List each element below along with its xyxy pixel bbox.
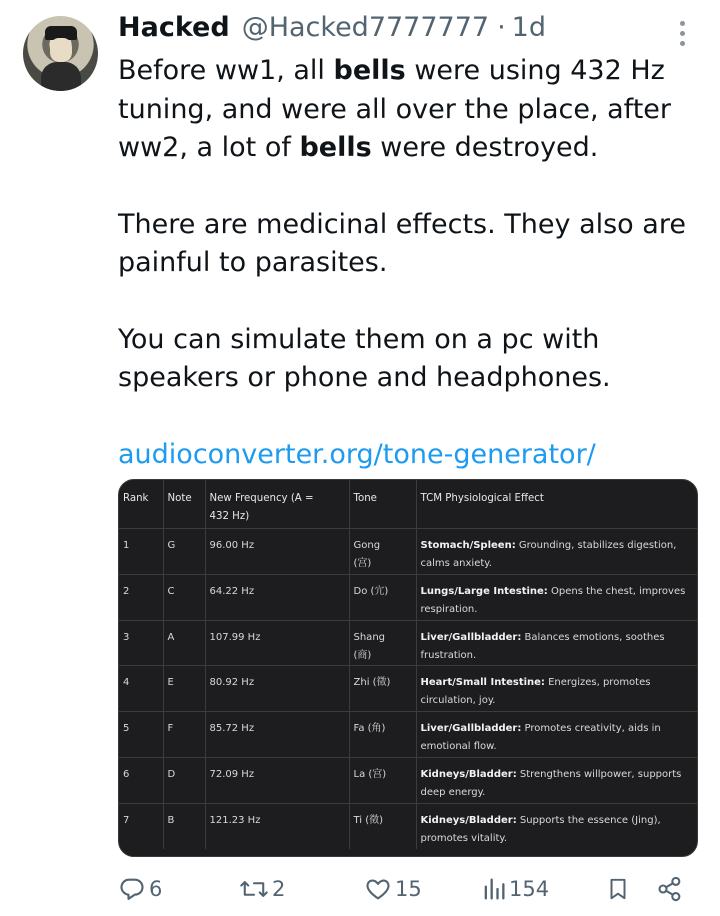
table-row bbox=[119, 712, 697, 758]
cell-note: G bbox=[167, 540, 176, 551]
cell-rank: 2 bbox=[123, 585, 130, 597]
tweet-text bbox=[118, 52, 708, 474]
cell-note: F bbox=[167, 723, 174, 735]
share-button[interactable] bbox=[656, 866, 684, 912]
cell-rank: 3 bbox=[123, 631, 130, 643]
author-avatar[interactable] bbox=[23, 16, 98, 91]
cell-tone: Do (宂) bbox=[353, 585, 389, 597]
cell-effect: Liver/Gallbladder: Balances emotions, soothes frustration. bbox=[420, 631, 665, 661]
cell-effect: Kidneys/Bladder: Strengthens willpower, supports deep energy. bbox=[420, 768, 682, 798]
more-options-icon[interactable] bbox=[670, 16, 694, 50]
table-row bbox=[119, 620, 697, 666]
tweet-paragraph-1 bbox=[118, 52, 708, 168]
tweet-paragraph-3: You can simulate them on a pc with speakers or phone and headphones. bbox=[118, 323, 611, 393]
cell-frequency: 80.92 Hz bbox=[209, 677, 255, 689]
bookmark-icon bbox=[605, 875, 631, 903]
cell-frequency: 72.09 Hz bbox=[209, 768, 255, 780]
cell-frequency: 96.00 Hz bbox=[209, 540, 255, 551]
like-button[interactable] bbox=[364, 866, 422, 912]
table-row bbox=[119, 574, 697, 620]
cell-rank: 5 bbox=[123, 723, 130, 735]
attached-image-table[interactable] bbox=[118, 479, 698, 857]
cell-tone: Shang (商) bbox=[353, 631, 385, 661]
cell-frequency: 64.22 Hz bbox=[209, 585, 255, 597]
cell-note: D bbox=[167, 768, 176, 780]
cell-note: E bbox=[167, 677, 174, 689]
cell-tone: La (宫) bbox=[353, 768, 387, 780]
tweet-paragraph-2: There are medicinal effects. They also are painful to parasites. bbox=[118, 208, 686, 278]
cell-note: C bbox=[167, 585, 175, 597]
cell-tone: Ti (徵) bbox=[353, 814, 384, 826]
cell-rank: 4 bbox=[123, 677, 130, 689]
author-handle[interactable]: @Hacked7777777 bbox=[241, 12, 490, 43]
tweet-action-bar bbox=[0, 866, 720, 912]
cell-frequency: 85.72 Hz bbox=[209, 723, 255, 735]
bookmark-button[interactable] bbox=[605, 866, 631, 912]
cell-note: B bbox=[167, 814, 175, 826]
cell-rank: 1 bbox=[123, 540, 130, 551]
repost-icon bbox=[239, 875, 269, 903]
views-icon bbox=[482, 875, 506, 903]
table-row bbox=[119, 803, 697, 848]
cell-effect: Liver/Gallbladder: Promotes creativity, aids in emotional flow. bbox=[420, 723, 661, 753]
cell-effect: Heart/Small Intestine: Energizes, promotes circulation, joy. bbox=[420, 677, 651, 707]
cell-effect: Stomach/Spleen: Grounding, stabilizes digestion, calms anxiety. bbox=[420, 540, 677, 569]
header-rank: Rank bbox=[119, 480, 163, 529]
repost-button[interactable] bbox=[239, 866, 285, 912]
cell-frequency: 121.23 Hz bbox=[209, 814, 261, 826]
cell-tone: Zhi (徵) bbox=[353, 677, 391, 689]
tweet-header bbox=[118, 12, 546, 48]
cell-effect: Lungs/Large Intestine: Opens the chest, improves respiration. bbox=[420, 585, 686, 615]
cell-rank: 6 bbox=[123, 768, 130, 780]
author-name[interactable]: Hacked bbox=[118, 12, 230, 43]
reply-count: 6 bbox=[149, 877, 163, 901]
frequency-table bbox=[119, 480, 697, 849]
header-effect: TCM Physiological Effect bbox=[416, 480, 697, 529]
share-icon bbox=[656, 875, 684, 903]
repost-count: 2 bbox=[272, 877, 286, 901]
cell-rank: 7 bbox=[123, 814, 130, 826]
views-count: 154 bbox=[509, 877, 550, 901]
bold-word: bells bbox=[299, 132, 372, 163]
cell-tone: Gong (宫) bbox=[353, 540, 381, 569]
tweet-time[interactable]: 1d bbox=[511, 12, 546, 43]
bold-word: bells bbox=[333, 55, 406, 86]
reply-icon bbox=[118, 875, 146, 903]
text-span: were using 432 Hz tuning, and were all over the place, after ww2, a lot of bbox=[118, 55, 671, 163]
avatar-body-shape bbox=[41, 62, 81, 91]
views-button[interactable] bbox=[482, 866, 549, 912]
table-row bbox=[119, 529, 697, 575]
table-row bbox=[119, 757, 697, 803]
cell-note: A bbox=[167, 631, 175, 643]
cell-effect: Kidneys/Bladder: Supports the essence (Jing), promotes vitality. bbox=[420, 814, 661, 844]
tone-generator-link[interactable]: audioconverter.org/tone-generator/ bbox=[118, 438, 596, 470]
text-span: were destroyed. bbox=[371, 132, 599, 163]
header-note: Note bbox=[163, 480, 205, 529]
reply-button[interactable] bbox=[118, 866, 162, 912]
cell-frequency: 107.99 Hz bbox=[209, 631, 261, 643]
text-span: Before ww1, all bbox=[118, 55, 334, 86]
table-header-row bbox=[119, 480, 697, 529]
header-frequency: New Frequency (A = 432 Hz) bbox=[205, 480, 349, 529]
cell-tone: Fa (角) bbox=[353, 723, 386, 735]
table-row bbox=[119, 666, 697, 712]
separator-dot: · bbox=[497, 12, 506, 43]
header-tone: Tone bbox=[349, 480, 416, 529]
avatar-face-shape bbox=[50, 38, 72, 62]
like-count: 15 bbox=[395, 877, 422, 901]
heart-icon bbox=[364, 875, 392, 903]
